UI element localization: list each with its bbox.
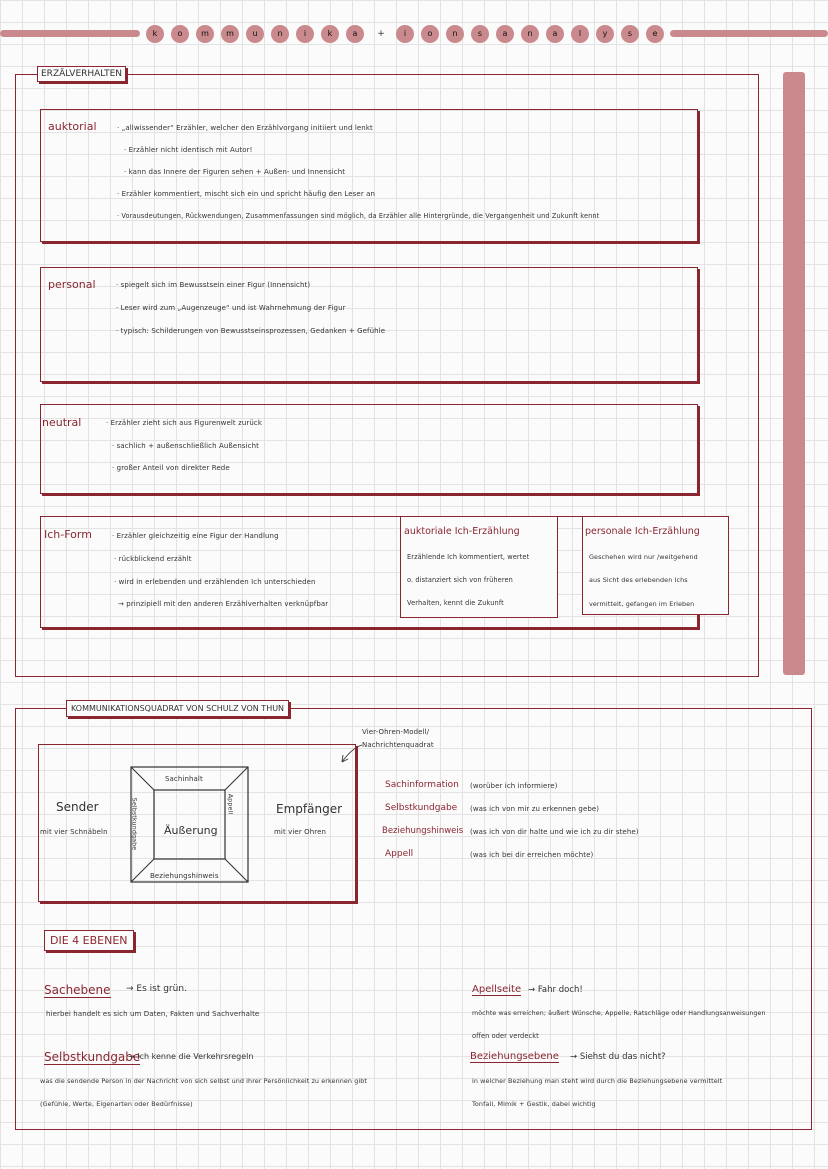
ich-line-3: · wird in erlebenden und erzählenden Ich unterschieden xyxy=(114,578,316,586)
auktorial-line-2: · Erzähler nicht identisch mit Autor! xyxy=(124,146,253,154)
auktoriale-ich-line-1: Erzählende Ich kommentiert, wertet xyxy=(407,553,530,561)
appellseite-title: Apellseite xyxy=(472,984,522,995)
title-bar-left xyxy=(0,30,140,37)
title-letter: k xyxy=(321,25,339,43)
legend-term-4: Appell xyxy=(385,849,414,859)
personale-ich-line-3: vermittelt, gefangen im Erleben xyxy=(589,600,695,608)
neutral-line-3: · großer Anteil von direkter Rede xyxy=(112,464,230,472)
neutral-line-1: · Erzähler zieht sich aus Figurenwelt zurück xyxy=(106,419,263,427)
beziehung-line-2: Tonfall, Mimik + Gestik, dabei wichtig xyxy=(472,1100,596,1108)
personale-ich-line-2: aus Sicht des erlebenden Ichs xyxy=(589,576,688,584)
personale-ich-title: personale Ich-Erzählung xyxy=(585,526,700,537)
ich-form-label: Ich-Form xyxy=(44,528,92,541)
title-letter: a xyxy=(546,25,564,43)
square-right: Appell xyxy=(226,793,235,815)
title-letter: s xyxy=(471,25,489,43)
title-letter: i xyxy=(396,25,414,43)
ebenen-heading: DIE 4 EBENEN xyxy=(44,930,134,951)
auktoriale-ich-title: auktoriale Ich-Erzählung xyxy=(404,526,520,537)
legend-desc-4: (was ich bei dir erreichen möchte) xyxy=(470,851,594,859)
title-letter: m xyxy=(221,25,239,43)
title-letter: u xyxy=(246,25,264,43)
title-letter: a xyxy=(346,25,364,43)
vertical-bar xyxy=(783,72,805,675)
sachebene-line-1: hierbei handelt es sich um Daten, Fakten und Sachverhalte xyxy=(46,1010,260,1018)
selbstkundgabe-example: → Ich kenne die Verkehrsregeln xyxy=(128,1052,254,1061)
appellseite-example: → Fahr doch! xyxy=(528,985,583,995)
auktoriale-ich-line-2: o. distanziert sich von früheren xyxy=(407,576,513,584)
page-title xyxy=(146,24,666,44)
legend-term-1: Sachinformation xyxy=(385,780,459,790)
title-letter: y xyxy=(596,25,614,43)
beziehung-example: → Siehst du das nicht? xyxy=(570,1052,666,1062)
personal-line-1: · spiegelt sich im Bewusstsein einer Figur (Innensicht) xyxy=(116,281,311,289)
personal-label: personal xyxy=(48,278,96,291)
auktoriale-ich-line-3: Verhalten, kennt die Zukunft xyxy=(407,599,504,607)
ich-line-1: · Erzähler gleichzeitig eine Figur der Handlung xyxy=(112,532,279,540)
square-bottom: Beziehungshinweis xyxy=(150,872,219,880)
sachebene-example: → Es ist grün. xyxy=(126,984,187,994)
title-letter: n xyxy=(446,25,464,43)
title-letter: k xyxy=(146,25,164,43)
title-letter: n xyxy=(521,25,539,43)
selbstkundgabe-line-1: was die sendende Person in der Nachricht von sich selbst und ihrer Persönlichkeit zu erkennen gibt xyxy=(40,1077,367,1085)
title-letter: a xyxy=(496,25,514,43)
annotation-line-2: Nachrichtenquadrat xyxy=(362,741,434,749)
legend-term-3: Beziehungshinweis xyxy=(382,826,464,836)
annotation-line-1: Vier-Ohren-Modell/ xyxy=(362,728,430,736)
neutral-line-2: · sachlich + außenschließlich Außensicht xyxy=(112,442,259,450)
square-left: Selbstkundgabe xyxy=(130,797,139,851)
empfaenger-sub: mit vier Ohren xyxy=(274,828,327,836)
personal-line-2: · Leser wird zum „Augenzeuge“ und ist Wahrnehmung der Figur xyxy=(116,304,346,312)
personale-ich-line-1: Geschehen wird nur /weitgehend xyxy=(589,553,698,561)
title-letter: m xyxy=(196,25,214,43)
personal-line-3: · typisch: Schilderungen von Bewusstseinsprozessen, Gedanken + Gefühle xyxy=(116,327,386,335)
section2-heading: KOMMUNIKATIONSQUADRAT VON SCHULZ VON THUN xyxy=(66,700,289,717)
title-letter: s xyxy=(621,25,639,43)
selbstkundgabe-title: Selbstkundgabe xyxy=(44,1050,141,1064)
sender-label: Sender xyxy=(56,800,99,814)
beziehung-line-1: in welcher Beziehung man steht wird durch die Beziehungsebene vermittelt xyxy=(472,1077,723,1085)
legend-desc-2: (was ich von mir zu erkennen gebe) xyxy=(470,805,600,813)
auktorial-line-1: · „allwissender“ Erzähler, welcher den Erzählvorgang initiiert und lenkt xyxy=(117,124,373,132)
title-letter: l xyxy=(571,25,589,43)
title-letter: i xyxy=(296,25,314,43)
sachebene-title: Sachebene xyxy=(44,983,111,997)
section1-heading: ERZÄLVERHALTEN xyxy=(37,66,126,82)
legend-term-2: Selbstkundgabe xyxy=(385,803,458,813)
square-center: Äußerung xyxy=(164,824,218,837)
legend-desc-3: (was ich von dir halte und wie ich zu dir stehe) xyxy=(470,828,639,836)
sender-sub: mit vier Schnäbeln xyxy=(40,828,108,836)
title-plus: + xyxy=(377,29,385,39)
title-letter: o xyxy=(421,25,439,43)
neutral-label: neutral xyxy=(42,416,82,429)
auktorial-line-3: · kann das Innere der Figuren sehen + Außen- und Innensicht xyxy=(124,168,346,176)
title-letter: o xyxy=(171,25,189,43)
selbstkundgabe-line-2: (Gefühle, Werte, Eigenarten oder Bedürfnisse) xyxy=(40,1100,193,1108)
ich-line-2: · rückblickend erzählt xyxy=(114,555,192,563)
empfaenger-label: Empfänger xyxy=(276,802,343,816)
title-letter: n xyxy=(271,25,289,43)
legend-desc-1: (worüber ich informiere) xyxy=(470,782,558,790)
title-bar-right xyxy=(670,30,828,37)
auktorial-line-4: · Erzähler kommentiert, mischt sich ein und spricht häufig den Leser an xyxy=(117,190,376,198)
appellseite-line-2: offen oder verdeckt xyxy=(472,1032,539,1040)
title-letter: e xyxy=(646,25,664,43)
appellseite-line-1: möchte was erreichen; äußert Wünsche, Appelle, Ratschläge oder Handlungsanweisungen xyxy=(472,1010,766,1017)
auktorial-line-5: · Vorausdeutungen, Rückwendungen, Zusammenfassungen sind möglich, da Erzähler alle Hintergründe, die Vergangenheit und Zukunft kennt xyxy=(117,212,600,220)
square-top: Sachinhalt xyxy=(165,775,203,783)
beziehung-title: Beziehungsebene xyxy=(470,1051,559,1062)
auktorial-label: auktorial xyxy=(48,120,97,133)
ich-line-4: → prinzipiell mit den anderen Erzählverhalten verknüpfbar xyxy=(118,600,329,608)
